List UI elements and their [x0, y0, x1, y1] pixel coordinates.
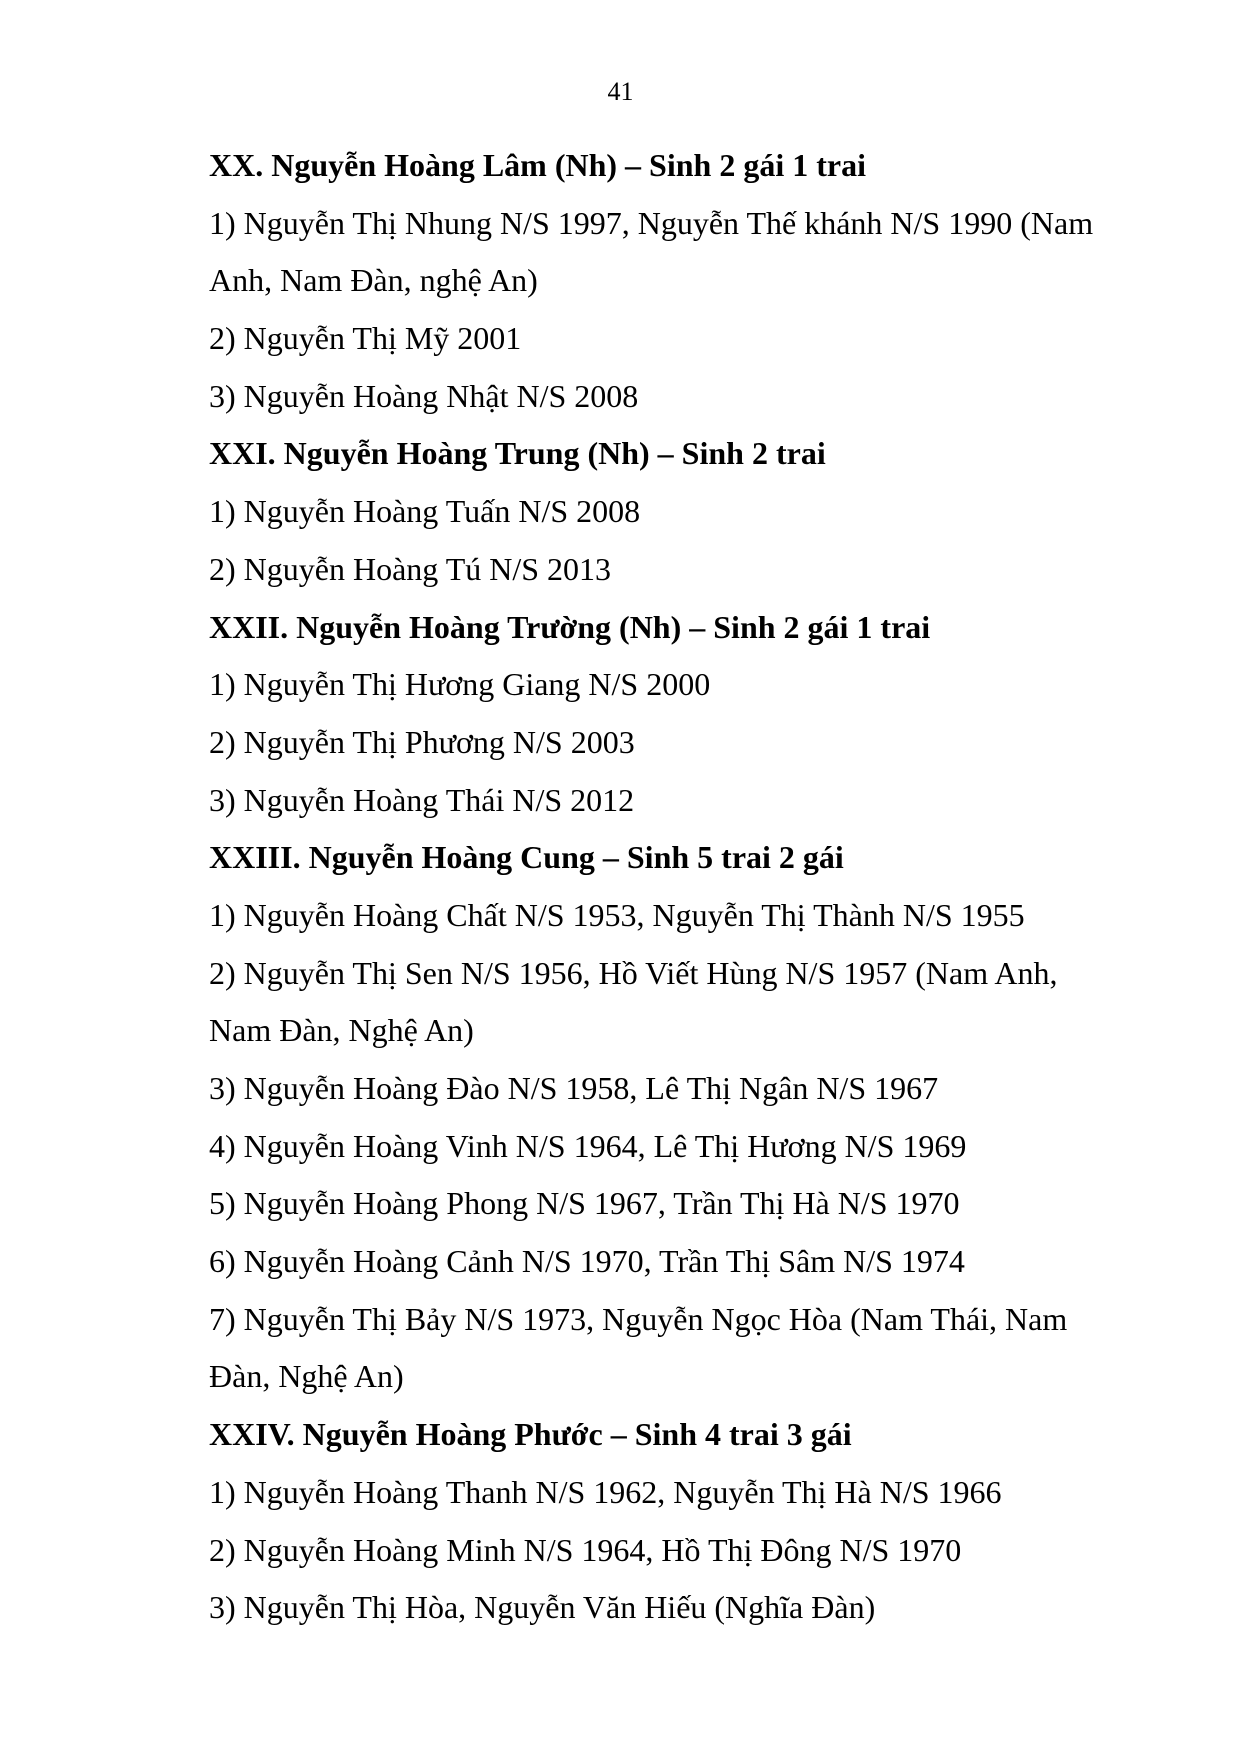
entry-line: 2) Nguyễn Thị Sen N/S 1956, Hồ Viết Hùng N/S 1957 (Nam Anh,: [209, 954, 1058, 991]
entry-line: Đàn, Nghệ An): [209, 1358, 404, 1395]
entry-line: 3) Nguyễn Hoàng Thái N/S 2012: [209, 781, 635, 818]
entry-line: 3) Nguyễn Hoàng Nhật N/S 2008: [209, 377, 639, 414]
section-heading: XXII. Nguyễn Hoàng Trường (Nh) – Sinh 2 gái 1 trai: [209, 608, 931, 645]
entry-line: 5) Nguyễn Hoàng Phong N/S 1967, Trần Thị Hà N/S 1970: [209, 1185, 960, 1222]
section-heading: XX. Nguyễn Hoàng Lâm (Nh) – Sinh 2 gái 1 trai: [209, 147, 866, 183]
entry-line: 2) Nguyễn Thị Phương N/S 2003: [209, 723, 635, 760]
entry-line: 1) Nguyễn Hoàng Chất N/S 1953, Nguyễn Thị Thành N/S 1955: [209, 896, 1025, 933]
entry-line: 1) Nguyễn Thị Nhung N/S 1997, Nguyễn Thế khánh N/S 1990 (Nam: [209, 204, 1094, 241]
entry-line: 2) Nguyễn Hoàng Tú N/S 2013: [209, 550, 612, 587]
entry-line: 6) Nguyễn Hoàng Cảnh N/S 1970, Trần Thị Sâm N/S 1974: [209, 1243, 965, 1280]
entry-line: Anh, Nam Đàn, nghệ An): [209, 262, 538, 299]
page-number: 41: [607, 77, 634, 106]
entry-line: 3) Nguyễn Thị Hòa, Nguyễn Văn Hiếu (Nghĩa Đàn): [209, 1589, 876, 1626]
entry-line: 2) Nguyễn Thị Mỹ 2001: [209, 320, 522, 357]
entry-line: 2) Nguyễn Hoàng Minh N/S 1964, Hồ Thị Đông N/S 1970: [209, 1531, 962, 1568]
entry-line: 1) Nguyễn Thị Hương Giang N/S 2000: [209, 666, 711, 703]
entry-line: 1) Nguyễn Hoàng Tuấn N/S 2008: [209, 493, 641, 530]
section-heading: XXI. Nguyễn Hoàng Trung (Nh) – Sinh 2 trai: [209, 435, 826, 472]
section-heading: XXIV. Nguyễn Hoàng Phước – Sinh 4 trai 3 gái: [209, 1416, 852, 1453]
entry-line: 3) Nguyễn Hoàng Đào N/S 1958, Lê Thị Ngân N/S 1967: [209, 1070, 939, 1106]
entry-line: 1) Nguyễn Hoàng Thanh N/S 1962, Nguyễn Thị Hà N/S 1966: [209, 1473, 1002, 1510]
entry-line: 7) Nguyễn Thị Bảy N/S 1973, Nguyễn Ngọc Hòa (Nam Thái, Nam: [209, 1300, 1068, 1337]
entry-line: 4) Nguyễn Hoàng Vinh N/S 1964, Lê Thị Hương N/S 1969: [209, 1127, 967, 1164]
entry-line: Nam Đàn, Nghệ An): [209, 1012, 474, 1049]
document-body: [209, 137, 1159, 1637]
section-heading: XXIII. Nguyễn Hoàng Cung – Sinh 5 trai 2 gái: [209, 839, 844, 876]
